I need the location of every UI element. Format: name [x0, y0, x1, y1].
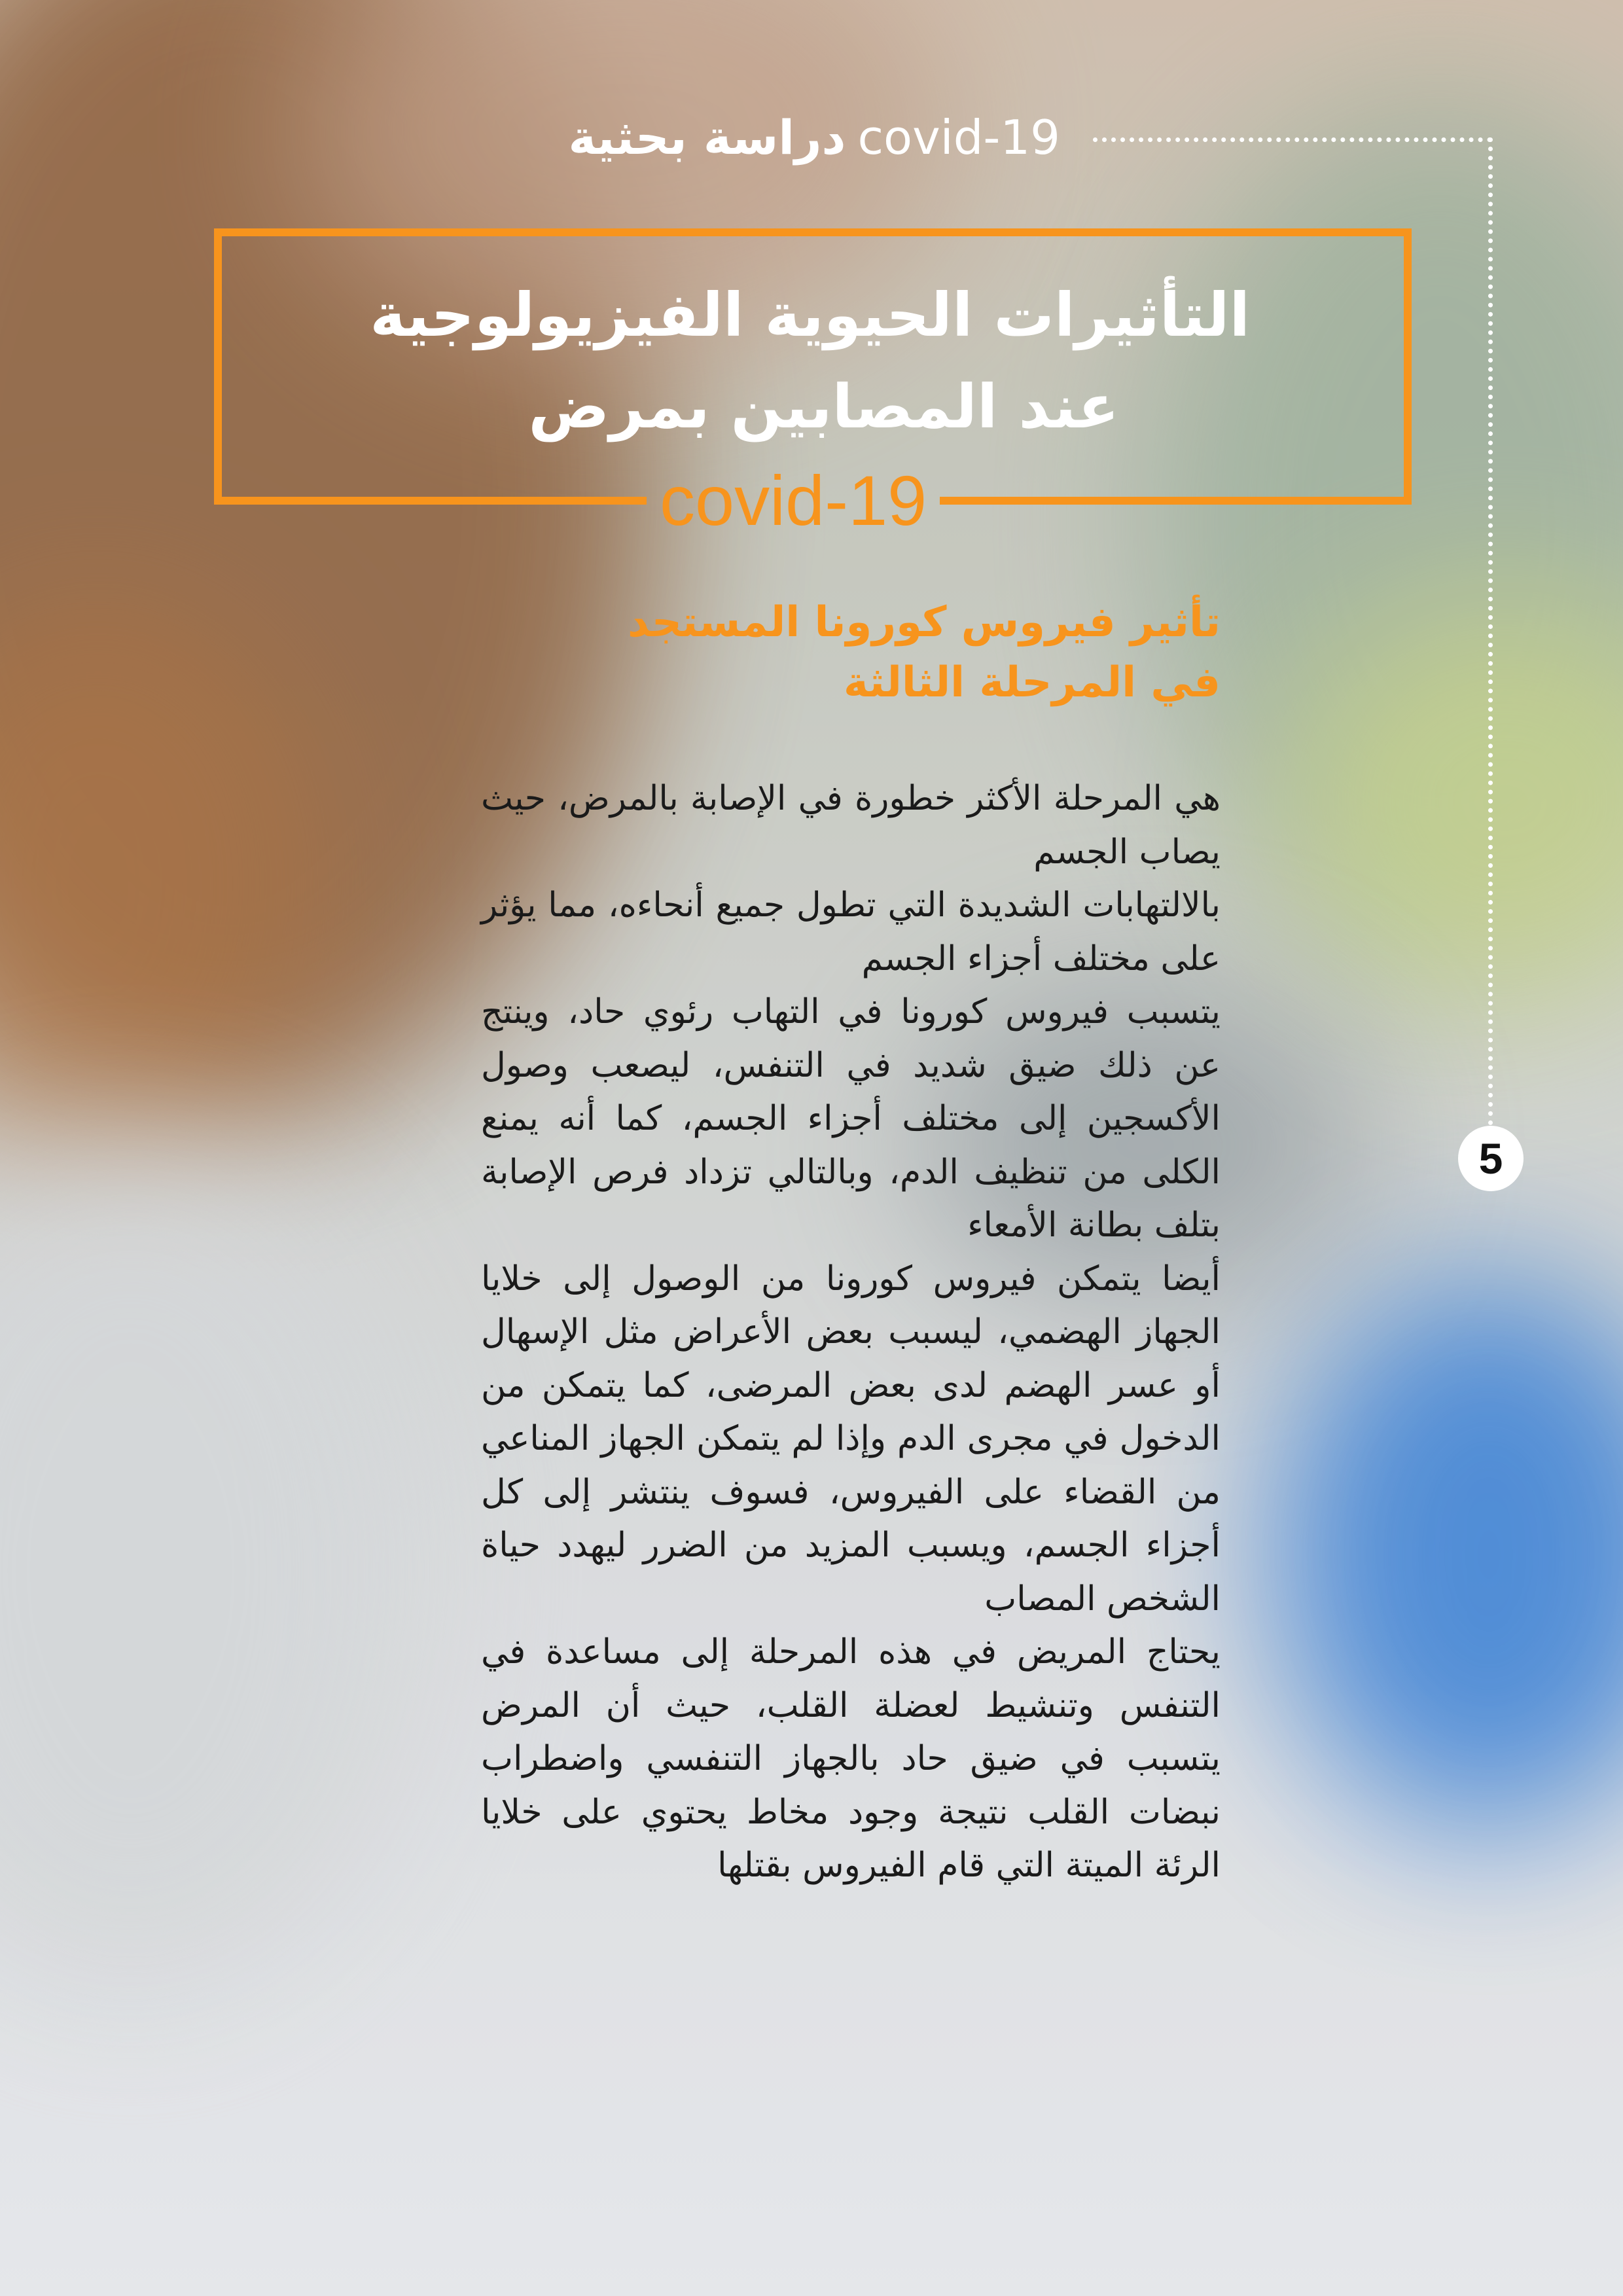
page-number-badge: 5 [1458, 1126, 1524, 1191]
section-subtitle [481, 592, 1221, 713]
page-title-line2: عند المصابين بمرض [528, 372, 1119, 442]
body-paragraph: هي المرحلة الأكثر خطورة في الإصابة بالمرض، حيث يصاب الجسم [481, 779, 1221, 872]
section-subtitle-line2: في المرحلة الثالثة [843, 658, 1221, 707]
body-paragraph: يتسبب فيروس كورونا في التهاب رئوي حاد، وينتج عن ذلك ضيق شديد في التنفس، ليصعب وصول الأكسجين إلى مختلف أجزاء الجسم، كما أنه يمنع الكلى من تنظيف الدم، وبالتالي تزداد فرص الإصابة بتلف بطانة الأمعاء [481, 992, 1221, 1245]
article-body [481, 772, 1221, 1893]
body-paragraph: أيضا يتمكن فيروس كورونا من الوصول إلى خلايا الجهاز الهضمي، ليسبب بعض الأعراض مثل الإسهال أو عسر الهضم لدى بعض المرضى، كما يتمكن من الدخول في مجرى الدم وإذا لم يتمكن الجهاز المناعي من القضاء على الفيروس، فسوف ينتشر إلى كل أجزاء الجسم، ويسبب المزيد من الضرر ليهدد حياة الشخص المصاب [481, 1259, 1221, 1619]
page-title [216, 270, 1250, 453]
page-title-line1: التأثيرات الحيوية الفيزيولوجية [370, 280, 1250, 350]
dotted-guide-horizontal [1093, 137, 1492, 142]
header-label-en: covid-19 [857, 110, 1060, 165]
header-label [568, 105, 1060, 170]
body-paragraph: يحتاج المريض في هذه المرحلة إلى مساعدة في التنفس وتنشيط لعضلة القلب، حيث أن المرض يتسبب في ضيق حاد بالجهاز التنفسي واضطراب نبضات القلب نتيجة وجود مخاط يحتوي على خلايا الرئة الميتة التي قام الفيروس بقتلها [481, 1632, 1221, 1885]
body-paragraph: بالالتهابات الشديدة التي تطول جميع أنحاءه، مما يؤثر على مختلف أجزاء الجسم [481, 886, 1221, 978]
section-subtitle-line1: تأثير فيروس كورونا المستجد [627, 598, 1221, 647]
title-frame-bottom-left [214, 497, 647, 505]
title-tag-covid: covid-19 [660, 461, 927, 540]
dotted-guide-vertical [1488, 137, 1493, 1126]
title-frame-bottom-right [940, 497, 1412, 505]
header-label-ar: دراسة بحثية [568, 110, 846, 165]
